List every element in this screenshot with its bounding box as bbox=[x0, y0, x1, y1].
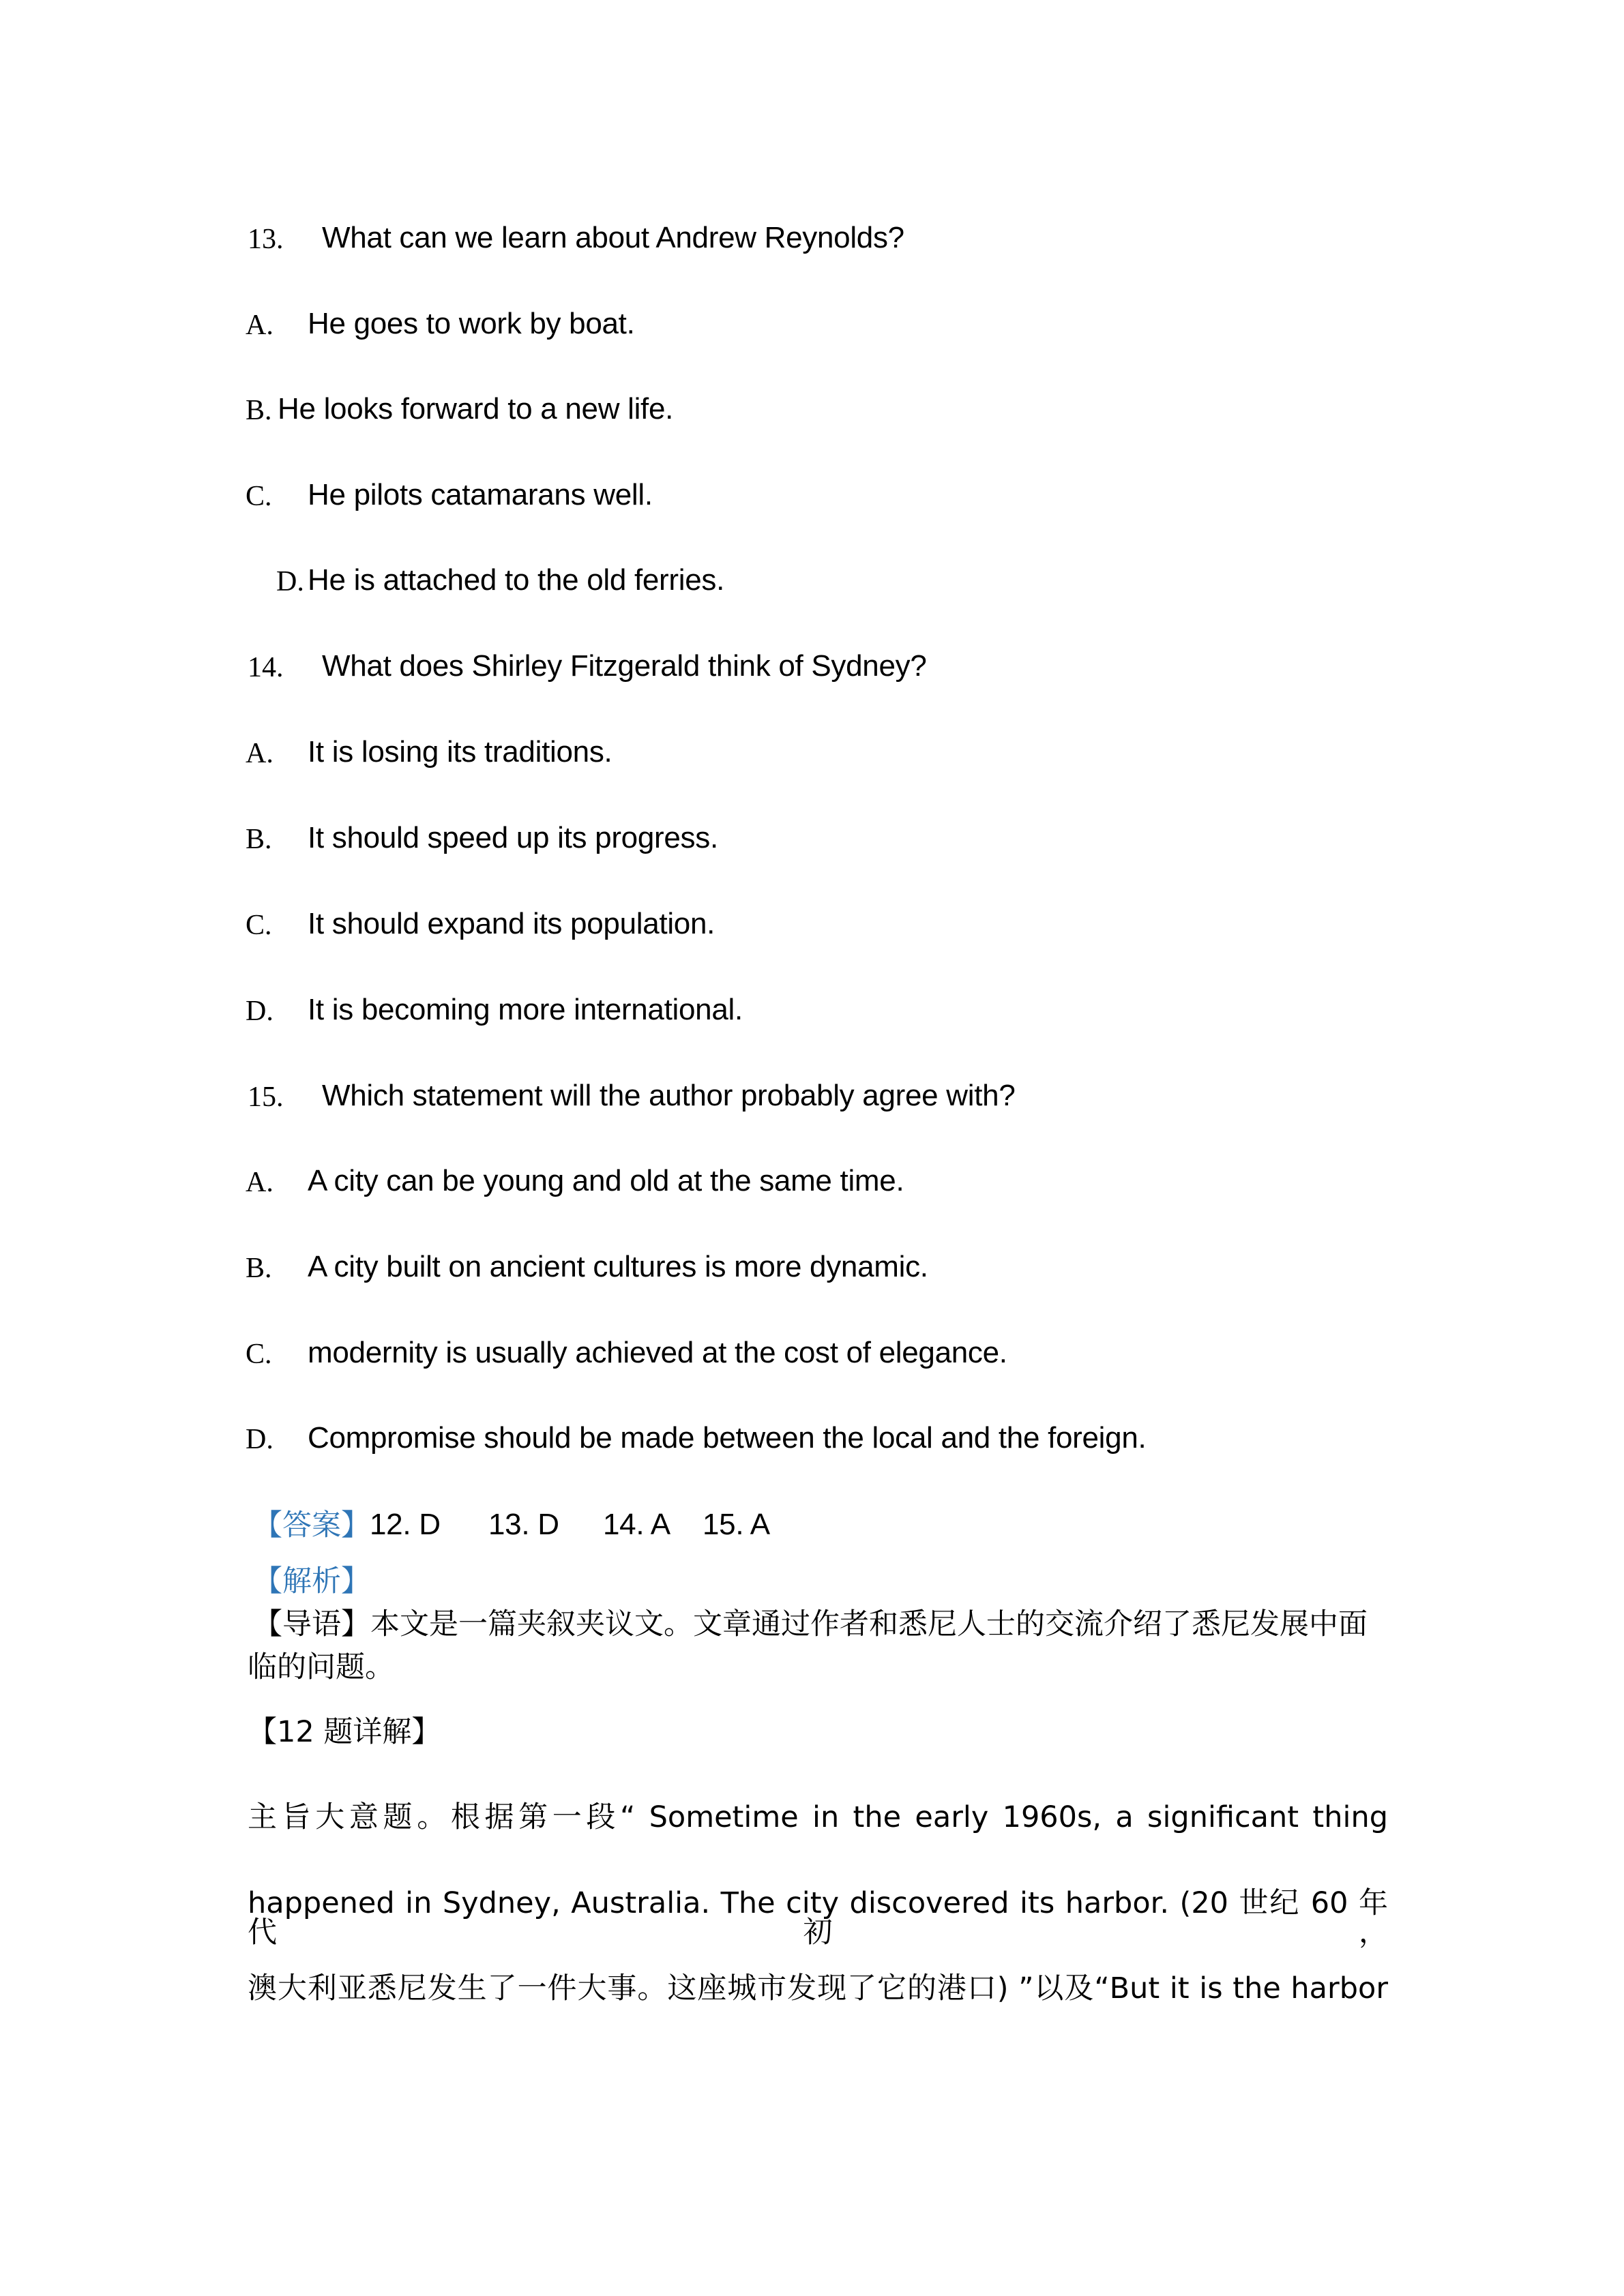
option-letter: A. bbox=[246, 310, 274, 341]
option-letter: A. bbox=[246, 1167, 274, 1198]
option-text: modernity is usually achieved at the cost of elegance. bbox=[308, 1336, 1007, 1369]
option-text: A city can be young and old at the same time. bbox=[308, 1164, 904, 1197]
answer-label: 【答案】 bbox=[253, 1508, 370, 1542]
option-text: Compromise should be made between the local and the foreign. bbox=[308, 1421, 1147, 1455]
option-letter: B. bbox=[246, 395, 272, 426]
option-14-d bbox=[246, 993, 1337, 1031]
answer-item: 15. A bbox=[703, 1508, 770, 1541]
option-letter: C. bbox=[246, 1339, 272, 1370]
option-15-c bbox=[246, 1336, 1371, 1374]
question-text: What does Shirley Fitzgerald think of Sydney? bbox=[322, 649, 927, 683]
question-text: Which statement will the author probably agree with? bbox=[322, 1079, 1016, 1112]
analysis-label: 【解析】 bbox=[253, 1564, 370, 1598]
detail-line-2: happened in Sydney, Australia. The city discovered its harbor. (20 世纪 60 年代初， bbox=[248, 1886, 1388, 1950]
option-13-b bbox=[246, 392, 1337, 430]
detail-heading: 【12 题详解】 bbox=[248, 1715, 441, 1749]
option-letter: B. bbox=[246, 1253, 272, 1284]
option-text: It should expand its population. bbox=[308, 907, 715, 940]
intro-text: 本文是一篇夹叙夹议文。文章通过作者和悉尼人士的交流介绍了悉尼发展中面 bbox=[370, 1607, 1368, 1641]
question-15 bbox=[248, 1079, 1339, 1117]
option-text: It should speed up its progress. bbox=[308, 821, 718, 854]
intro-label: 【导语】 bbox=[253, 1607, 370, 1641]
option-13-a bbox=[246, 307, 1337, 345]
option-letter: C. bbox=[246, 481, 272, 512]
answer-item: 14. A bbox=[603, 1508, 670, 1541]
question-number: 15. bbox=[248, 1082, 284, 1113]
question-13 bbox=[248, 221, 1339, 259]
option-14-b bbox=[246, 821, 1337, 859]
option-13-d bbox=[276, 563, 1368, 601]
answer-item: 12. D bbox=[370, 1508, 441, 1541]
option-text: A city built on ancient cultures is more dynamic. bbox=[308, 1250, 928, 1283]
question-number: 13. bbox=[248, 224, 284, 255]
intro-line-1 bbox=[253, 1607, 1399, 1643]
question-text: What can we learn about Andrew Reynolds? bbox=[322, 221, 904, 254]
detail-line-1: 主旨大意题。根据第一段“ Sometime in the early 1960s, a significant thing bbox=[248, 1800, 1388, 1834]
question-number: 14. bbox=[248, 652, 284, 683]
question-14 bbox=[248, 649, 1339, 687]
option-letter: C. bbox=[246, 910, 272, 941]
option-14-a bbox=[246, 735, 1337, 773]
option-text: It is losing its traditions. bbox=[308, 735, 612, 769]
option-15-a bbox=[246, 1164, 1371, 1202]
option-letter: D. bbox=[276, 566, 304, 597]
intro-line-2: 临的问题。 bbox=[248, 1650, 394, 1684]
option-text: He pilots catamarans well. bbox=[308, 478, 653, 511]
option-text: He goes to work by boat. bbox=[308, 307, 635, 340]
option-15-b bbox=[246, 1250, 1371, 1288]
option-text: He looks forward to a new life. bbox=[278, 392, 674, 426]
answer-line bbox=[253, 1508, 867, 1549]
option-letter: D. bbox=[246, 1424, 274, 1455]
answer-item: 13. D bbox=[488, 1508, 559, 1541]
option-letter: B. bbox=[246, 824, 272, 855]
option-text: It is becoming more international. bbox=[308, 993, 743, 1026]
option-13-c bbox=[246, 478, 1337, 516]
option-letter: D. bbox=[246, 996, 274, 1027]
option-letter: A. bbox=[246, 738, 274, 769]
option-15-d bbox=[246, 1421, 1405, 1459]
option-14-c bbox=[246, 907, 1337, 945]
detail-line-3: 澳大利亚悉尼发生了一件大事。这座城市发现了它的港口) ”以及“But it is the harbor bbox=[248, 1971, 1388, 2006]
option-text: He is attached to the old ferries. bbox=[308, 563, 725, 597]
